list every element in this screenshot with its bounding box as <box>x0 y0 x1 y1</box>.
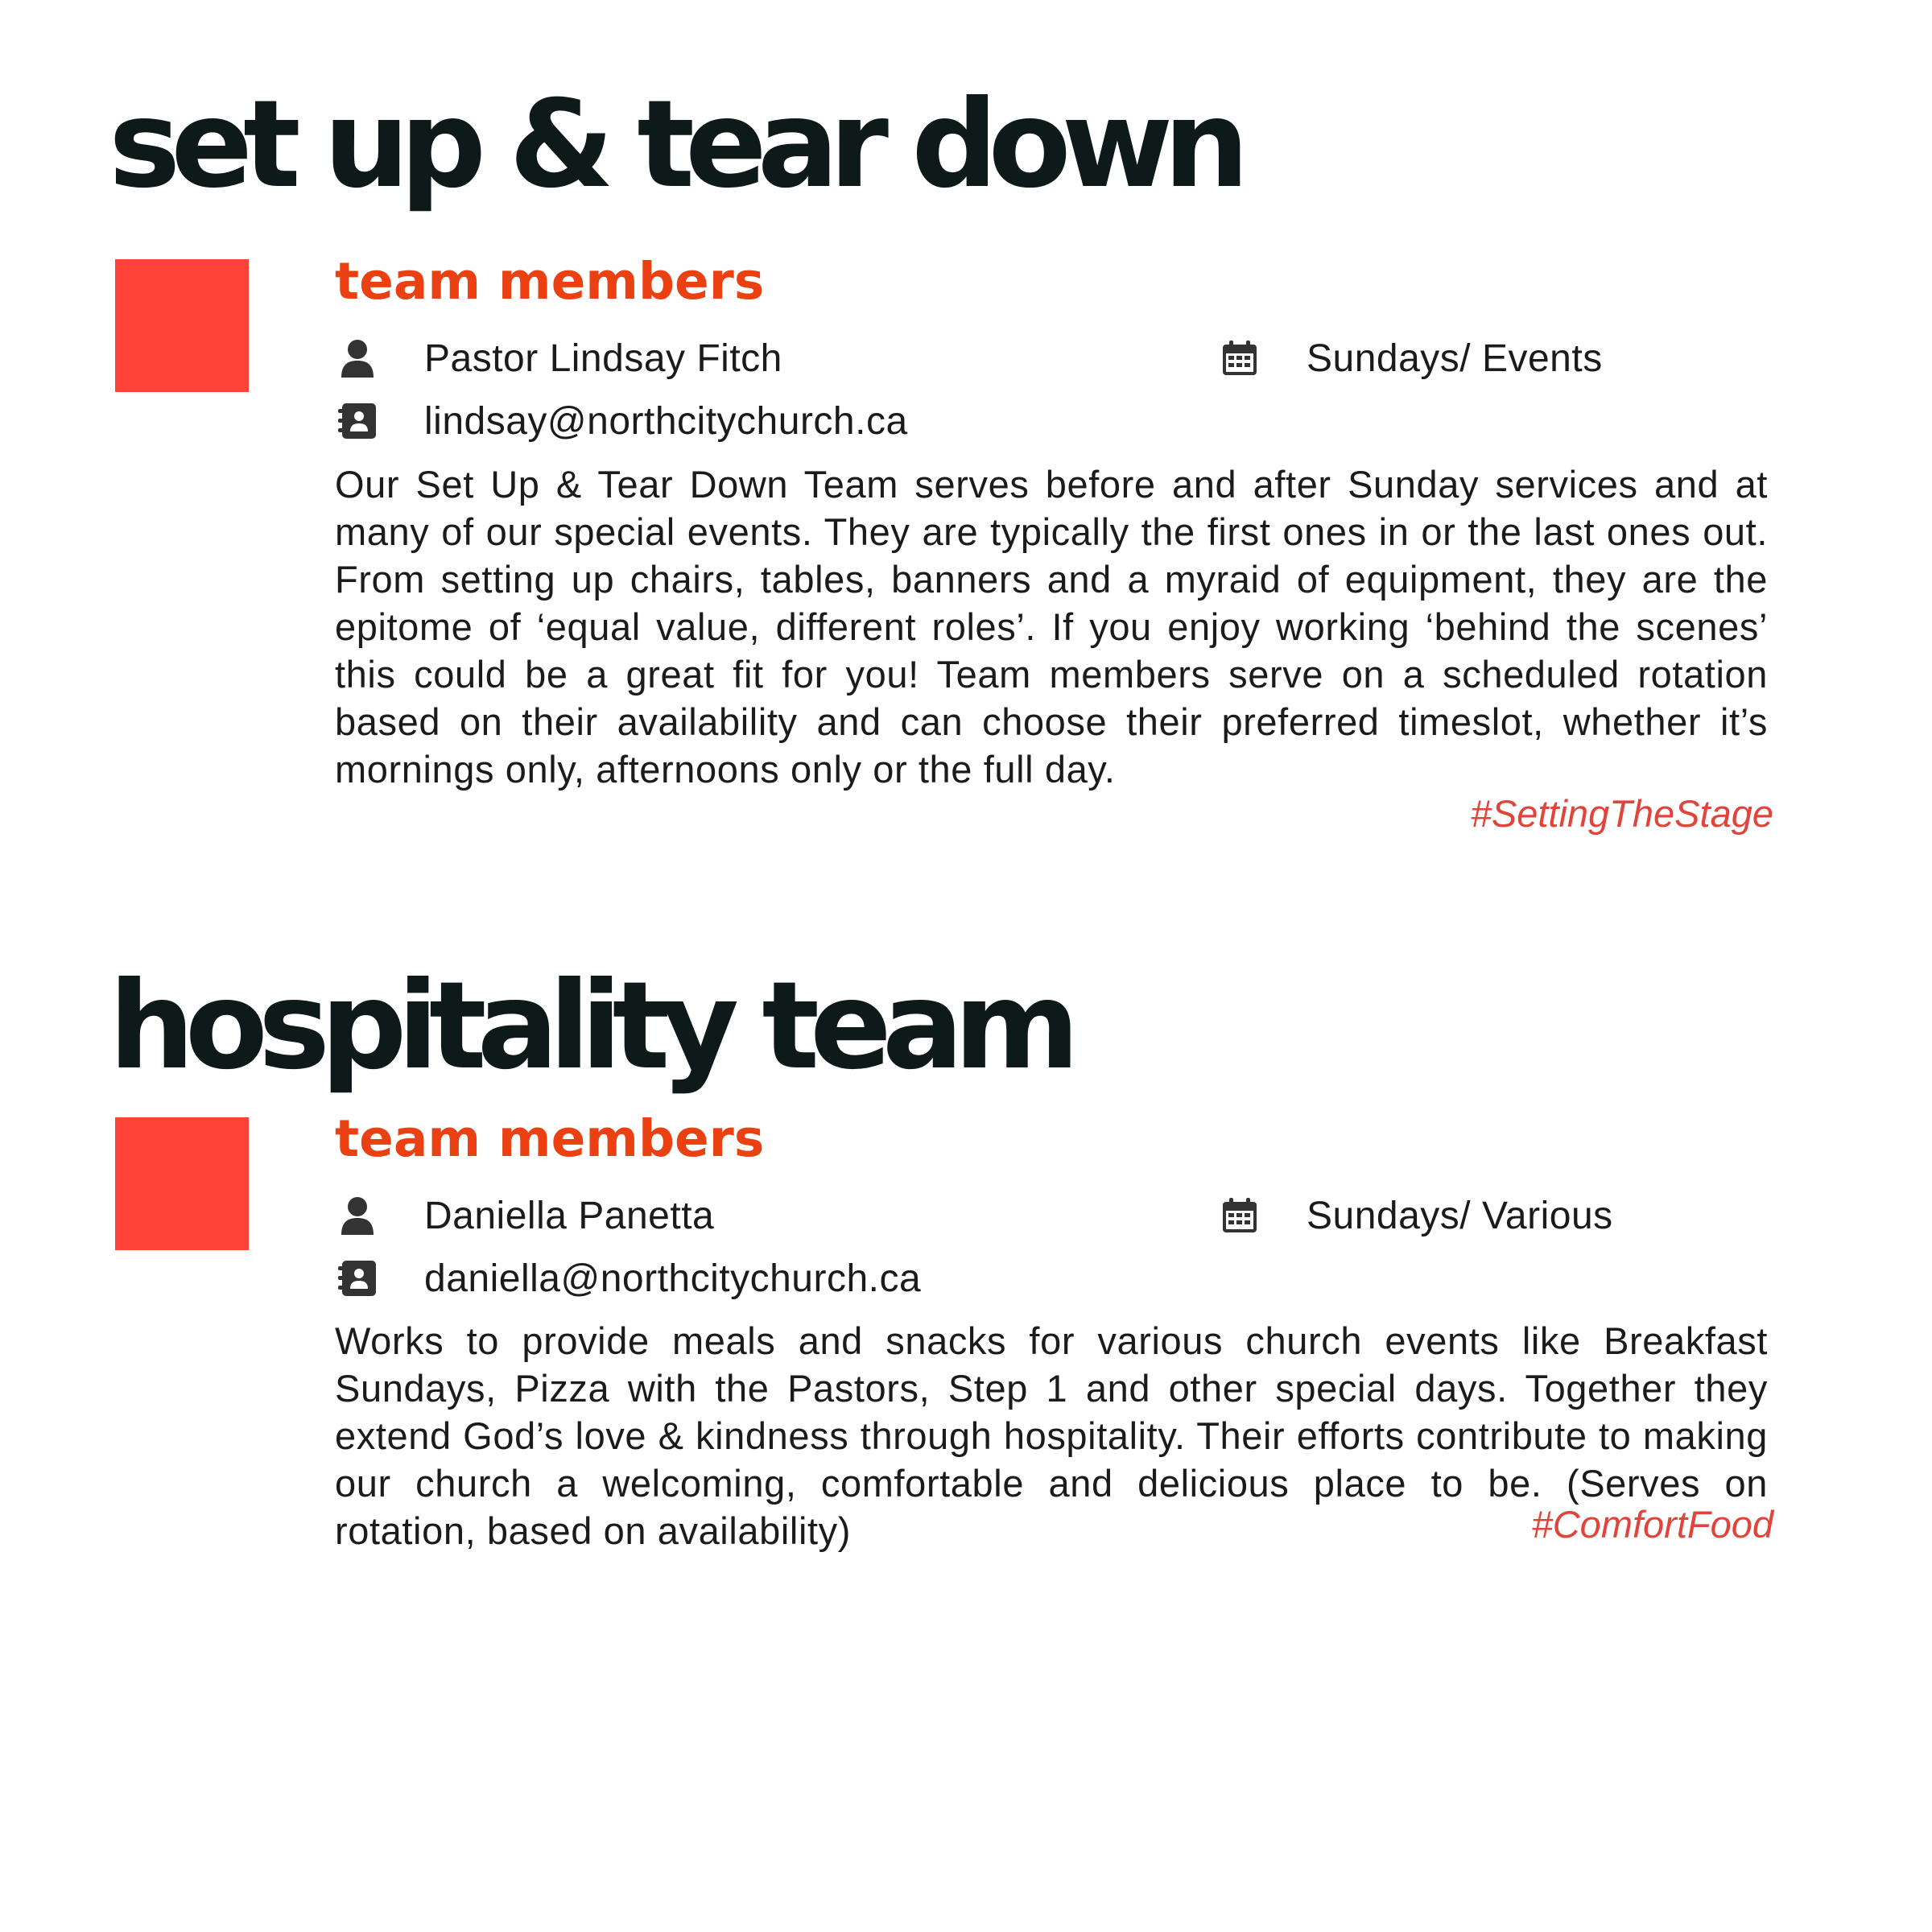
team-members-heading: team members <box>335 252 765 311</box>
team-members-heading: team members <box>335 1109 765 1168</box>
accent-square <box>115 1117 249 1250</box>
team-description: Our Set Up & Tear Down Team serves before and after Sunday services and at many of our special events. They are typically the first ones in or the last ones out. From setting up chairs, tables, banners and a myraid of equipment, they are the epitome of ‘equal value, different roles’. If you enjoy working ‘behind the scenes’ this could be a great fit for you! Team members serve on a scheduled rotation based on their availability and can choose their preferred timeslot, whether it’s mornings only, afternoons only or the full day. <box>335 463 1768 791</box>
team-hashtag: #SettingTheStage <box>1470 792 1773 835</box>
user-icon <box>335 1193 380 1238</box>
accent-square <box>115 259 249 392</box>
section-title: set up & tear down <box>109 75 1240 215</box>
address-book-icon <box>335 1256 380 1301</box>
email-row <box>335 1250 921 1307</box>
calendar-icon <box>1217 336 1262 381</box>
calendar-icon <box>1217 1193 1262 1238</box>
team-description: Works to provide meals and snacks for various church events like Breakfast Sundays, Pizza with the Pastors, Step 1 and other special days. Together they extend God’s love & kindness through hospitality. Their efforts contribute to making our church a welcoming, comfortable and delicious place to be. (Serves on rotation, based on availability) <box>335 1319 1768 1552</box>
schedule-row <box>1217 1187 1613 1244</box>
schedule-text: Sundays/ Various <box>1307 1194 1613 1237</box>
leader-name: Pastor Lindsay Fitch <box>424 336 782 380</box>
leader-name: Daniella Panetta <box>424 1194 715 1237</box>
user-icon <box>335 336 380 381</box>
leader-row <box>335 1187 714 1244</box>
schedule-row <box>1217 330 1603 386</box>
contact-email[interactable]: lindsay@northcitychurch.ca <box>424 399 908 443</box>
section-title: hospitality team <box>109 956 1071 1096</box>
contact-email[interactable]: daniella@northcitychurch.ca <box>424 1257 922 1300</box>
address-book-icon <box>335 398 380 444</box>
leader-row <box>335 330 782 386</box>
team-hashtag: #ComfortFood <box>1531 1503 1773 1546</box>
schedule-text: Sundays/ Events <box>1307 336 1603 380</box>
email-row <box>335 393 908 449</box>
